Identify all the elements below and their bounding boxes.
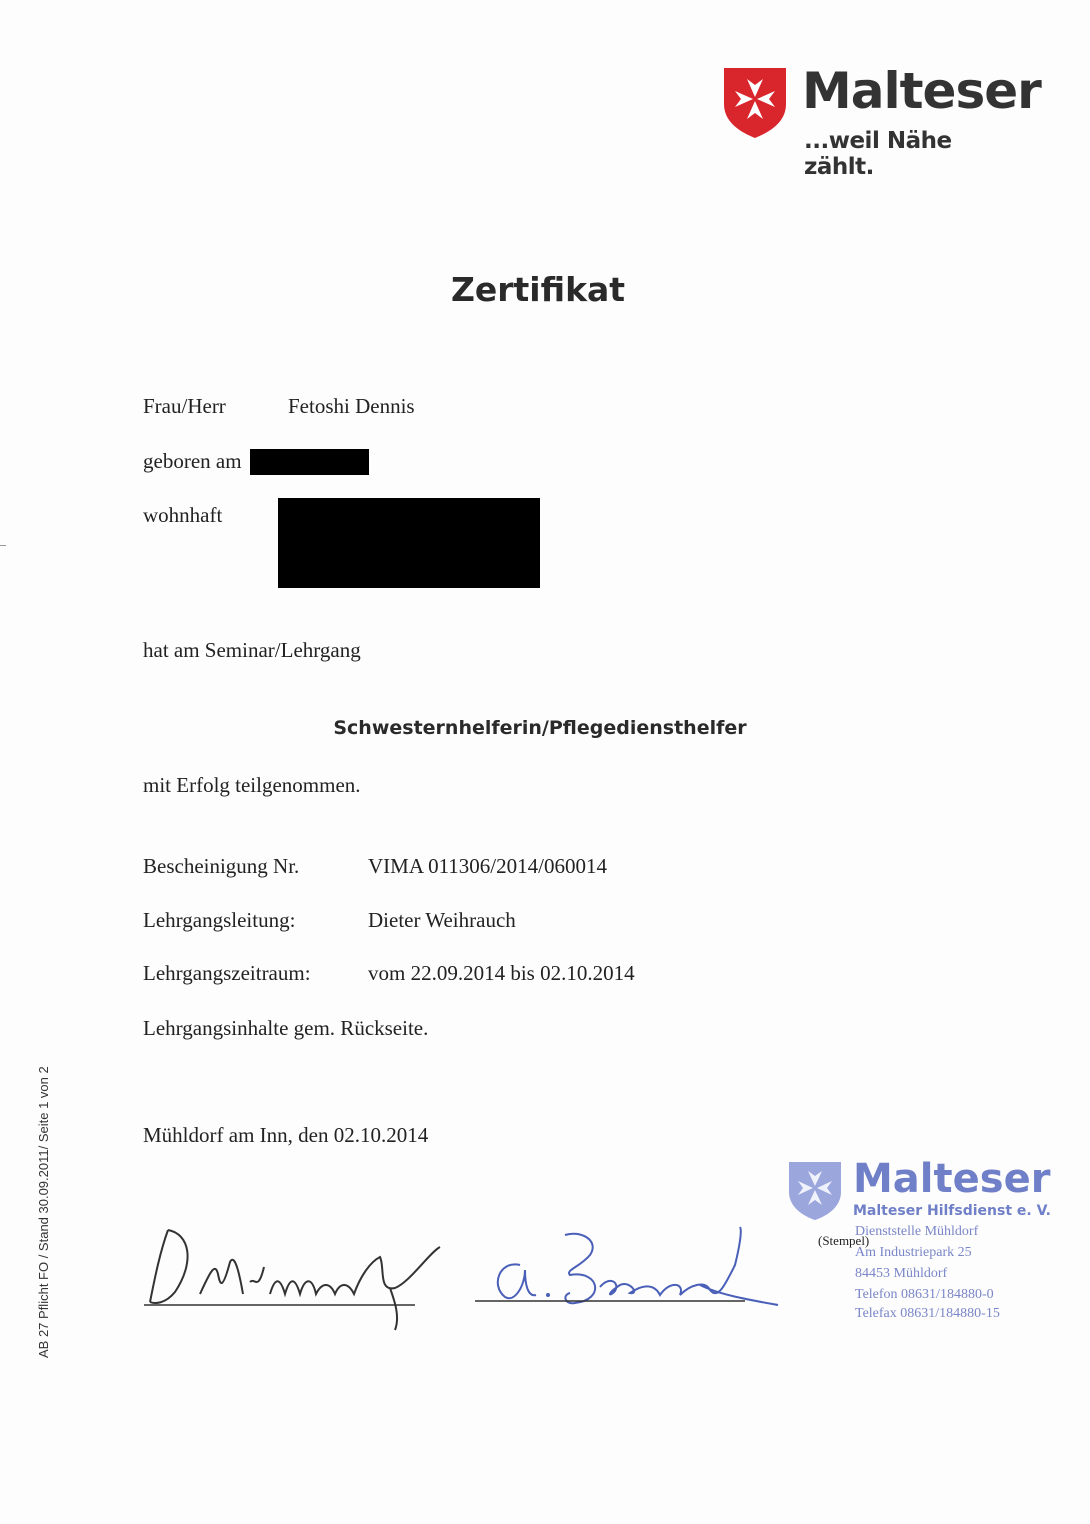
- page-title: Zertifikat: [450, 270, 626, 309]
- course-name: Schwesternhelferin/Pflegediensthelfer: [333, 717, 747, 739]
- birth-label: geboren am: [143, 449, 242, 473]
- stamp-line: Telefax 08631/184880-15: [855, 1306, 1000, 1321]
- brand-slogan: ...weil Nähe zählt.: [804, 128, 952, 180]
- place-date: Mühldorf am Inn, den 02.10.2014: [143, 1123, 429, 1147]
- stamp-label: (Stempel): [818, 1233, 870, 1248]
- detail-label: Bescheinigung Nr.: [143, 854, 300, 878]
- detail-value: Dieter Weihrauch: [368, 908, 516, 932]
- signature-course-leader: [140, 1222, 450, 1332]
- contents-note: Lehrgangsinhalte gem. Rückseite.: [143, 1016, 429, 1040]
- stamp-org: Malteser Hilfsdienst e. V.: [853, 1203, 1051, 1219]
- signature-director: [470, 1225, 785, 1320]
- stamp-line: Telefon 08631/184880-0: [855, 1287, 994, 1302]
- stamp-line: Am Industriepark 25: [855, 1245, 972, 1260]
- detail-value: VIMA 011306/2014/060014: [368, 854, 607, 878]
- person-name: Fetoshi Dennis: [288, 394, 415, 418]
- scan-mark: [0, 545, 6, 546]
- side-form-note: AB 27 Pflicht FO / Stand 30.09.2011/ Seite 1 von 2: [36, 1066, 51, 1358]
- stamp-line: 84453 Mühldorf: [855, 1266, 948, 1281]
- detail-value: vom 22.09.2014 bis 02.10.2014: [368, 961, 635, 985]
- stamp-line: Dienststelle Mühldorf: [855, 1224, 979, 1239]
- stamp-brand: Malteser: [853, 1156, 1051, 1202]
- detail-label: Lehrgangszeitraum:: [143, 961, 311, 985]
- malteser-shield-icon: [787, 1160, 843, 1222]
- residence-label: wohnhaft: [143, 503, 223, 527]
- redacted-address: [278, 498, 540, 588]
- brand-name: Malteser: [802, 62, 1041, 120]
- detail-label: Lehrgangsleitung:: [143, 908, 296, 932]
- outro-text: mit Erfolg teilgenommen.: [143, 773, 361, 797]
- malteser-shield-icon: [722, 66, 788, 140]
- salutation-label: Frau/Herr: [143, 394, 226, 418]
- redacted-birthdate: [250, 449, 369, 475]
- intro-text: hat am Seminar/Lehrgang: [143, 638, 361, 662]
- logo: [722, 62, 1041, 180]
